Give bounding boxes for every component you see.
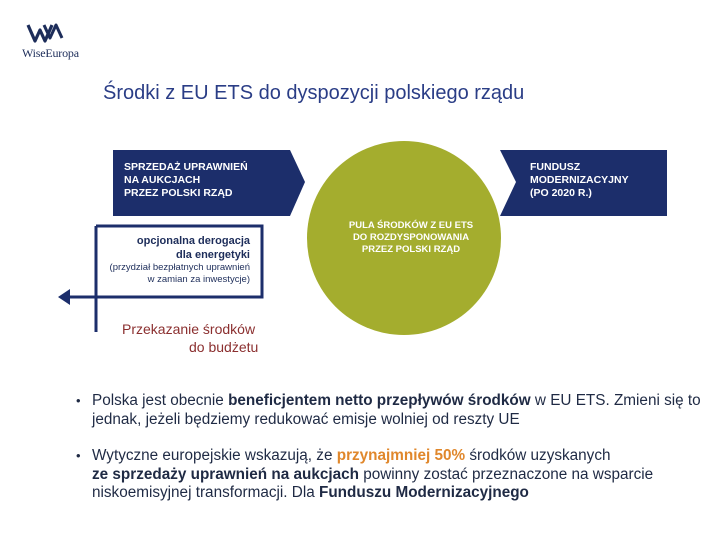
- bullet-2-emphasis-a: ze sprzedaży uprawnień na aukcjach: [92, 465, 359, 483]
- derogation-line-3: (przydział bezpłatnych uprawnień: [109, 262, 250, 273]
- modernisation-fund-line-1: FUNDUSZ: [530, 161, 581, 173]
- funds-pool-line-1: PULA ŚRODKÓW Z EU ETS: [348, 220, 474, 231]
- bullet-item-1: [82, 392, 702, 429]
- budget-line-1: Przekazanie środków: [122, 321, 256, 337]
- funds-pool-line-3: PRZEZ POLSKI RZĄD: [361, 244, 461, 255]
- budget-arrow-head: [58, 289, 70, 305]
- bullet-1-text-b: w EU ETS. Zmieni się to jednak, jeżeli będziemy redukować emisje wolniej od reszty UE: [92, 392, 701, 428]
- funds-pool-line-2: DO ROZDYSPONOWANIA: [352, 232, 470, 243]
- budget-transfer-label: [108, 320, 268, 356]
- bullet-2-text-a: Wytyczne europejskie wskazują, że: [92, 447, 337, 464]
- funds-pool-label: [322, 220, 500, 256]
- derogation-line-1: opcjonalna derogacja: [136, 235, 250, 247]
- page-title: Środki z EU ETS do dyspozycji polskiego rządu: [103, 82, 525, 104]
- auction-sales-line-1: SPRZEDAŻ UPRAWNIEŃ: [124, 161, 248, 173]
- derogation-line-2: dla energetyki: [176, 249, 250, 261]
- auction-sales-line-2: NA AUKCJACH: [124, 174, 201, 186]
- derogation-label: [60, 234, 250, 286]
- budget-line-2: do budżetu: [189, 339, 259, 355]
- derogation-line-4: w zamian za inwestycje): [147, 274, 250, 285]
- bullet-2-text-c: powinny zostać przeznaczone na wsparcie niskoemisyjnej transformacji. Dla: [92, 465, 654, 501]
- logo-text: WiseEuropa: [22, 46, 79, 60]
- modernisation-fund-line-2: MODERNIZACYJNY: [530, 174, 629, 186]
- auction-sales-line-3: PRZEZ POLSKI RZĄD: [124, 187, 233, 199]
- bullet-list: [82, 392, 702, 503]
- bullet-2-accent: przynajmniej 50%: [336, 447, 466, 464]
- modernisation-fund-label: [530, 161, 670, 200]
- bullet-2-text-b: środków uzyskanych: [465, 447, 611, 464]
- bullet-1-emphasis: beneficjentem netto przepływów środków: [228, 392, 531, 409]
- bullet-2-emphasis-b: Funduszu Modernizacyjnego: [318, 484, 529, 501]
- bullet-1-text-a: Polska jest obecnie: [92, 392, 229, 409]
- modernisation-fund-line-3: (PO 2020 R.): [530, 187, 592, 199]
- bullet-item-2: [82, 447, 702, 503]
- auction-sales-label: [124, 161, 284, 200]
